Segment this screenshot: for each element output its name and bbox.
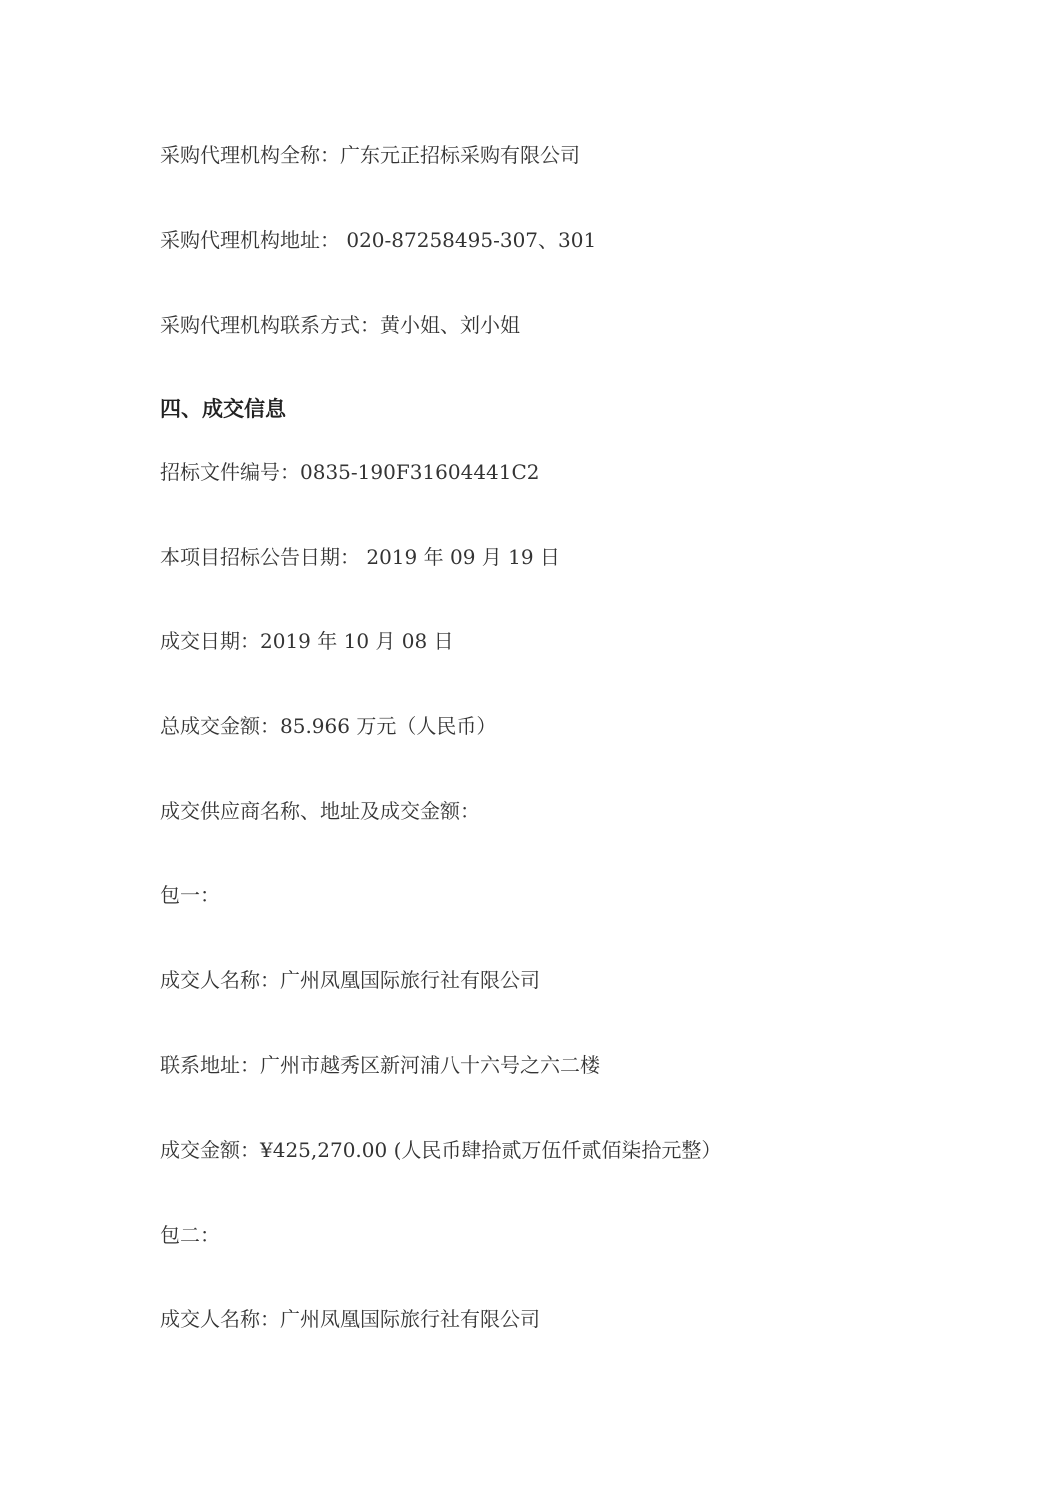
supplier-info-label: 成交供应商名称、地址及成交金额： (160, 799, 480, 823)
package-one-amount: 成交金额：¥425,270.00 (人民币肆拾贰万伍仟贰佰柒拾元整） (160, 1138, 722, 1162)
package-one-label: 包一： (160, 883, 220, 907)
section-heading-deal-info: 四、成交信息 (160, 397, 286, 421)
agency-full-name: 采购代理机构全称：广东元正招标采购有限公司 (160, 143, 580, 167)
package-one-address: 联系地址：广州市越秀区新河浦八十六号之六二楼 (160, 1053, 600, 1077)
agency-address: 采购代理机构地址： 020-87258495-307、301 (160, 228, 597, 252)
deal-date: 成交日期：2019 年 10 月 08 日 (160, 629, 454, 653)
tender-announcement-date: 本项目招标公告日期： 2019 年 09 月 19 日 (160, 545, 560, 569)
agency-contact: 采购代理机构联系方式：黄小姐、刘小姐 (160, 313, 520, 337)
total-deal-amount: 总成交金额：85.966 万元（人民币） (160, 714, 497, 738)
tender-doc-number: 招标文件编号：0835-190F31604441C2 (160, 460, 540, 484)
package-two-label: 包二： (160, 1223, 220, 1247)
package-one-winner-name: 成交人名称：广州凤凰国际旅行社有限公司 (160, 968, 540, 992)
package-two-winner-name: 成交人名称：广州凤凰国际旅行社有限公司 (160, 1307, 540, 1331)
